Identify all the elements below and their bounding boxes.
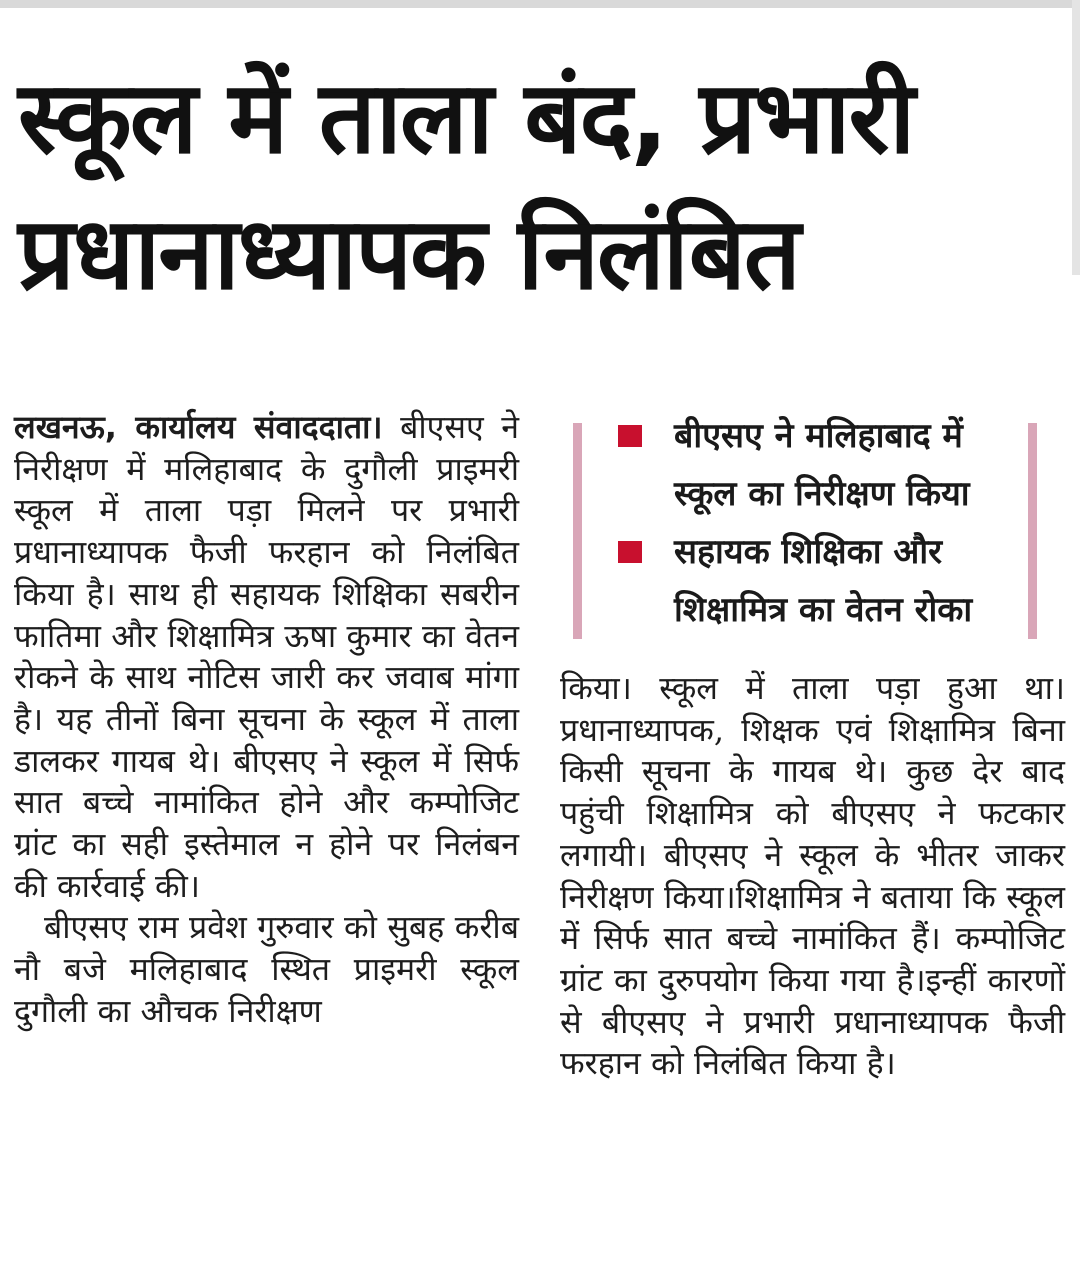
- article-column-right: [560, 668, 1065, 1085]
- left-bracket: [573, 423, 582, 639]
- highlight-item: [618, 523, 1028, 639]
- highlight-box: [563, 405, 1045, 660]
- article-lead: [14, 407, 519, 907]
- highlight-list: [618, 407, 1028, 639]
- highlight-item: [618, 407, 1028, 523]
- red-square-bullet-icon: [618, 541, 642, 563]
- headline: स्कूल में ताला बंद, प्रभारी प्रधानाध्यापक निलंबित: [18, 59, 914, 312]
- scroll-indicator: [1072, 0, 1080, 275]
- paragraph-2: बीएसए राम प्रवेश गुरुवार को सुबह करीब नौ बजे मलिहाबाद स्थित प्राइमरी स्कूल दुगौली का औचक निरीक्षण: [14, 908, 519, 1030]
- paragraph-1: बीएसए ने निरीक्षण में मलिहाबाद के दुगौली प्राइमरी स्कूल में ताला पड़ा मिलने पर प्रभारी प्रधानाध्यापक फैजी फरहान को निलंबित किया है। साथ ही सहायक शिक्षिका सबरीन फातिमा और शिक्षामित्र ऊषा कुमार का वेतन रोकने के साथ नोटिस जारी कर जवाब मांगा है। यह तीनों बिना सूचना के स्कूल में ताला डालकर गायब थे। बीएसए ने स्कूल में सिर्फ सात बच्चे नामांकित होने और कम्पोजिट ग्रांट का सही इस्तेमाल न होने पर निलंबन की कार्रवाई की।: [14, 408, 519, 905]
- highlight-text: सहायक शिक्षिका और शिक्षामित्र का वेतन रोका: [674, 532, 973, 630]
- red-square-bullet-icon: [618, 425, 642, 447]
- article-column-left: [14, 407, 519, 1033]
- dateline: लखनऊ, कार्यालय संवाददाता।: [14, 408, 383, 446]
- top-edge: [0, 0, 1080, 8]
- right-bracket: [1028, 423, 1037, 639]
- highlight-text: बीएसए ने मलिहाबाद में स्कूल का निरीक्षण किया: [674, 416, 970, 514]
- paragraph-3: किया। स्कूल में ताला पड़ा हुआ था। प्रधानाध्यापक, शिक्षक एवं शिक्षामित्र बिना किसी सूचना के गायब थे। कुछ देर बाद पहुंची शिक्षामित्र को बीएसए ने फटकार लगायी। बीएसए ने स्कूल के भीतर जाकर निरीक्षण किया।शिक्षामित्र ने बताया कि स्कूल में सिर्फ सात बच्चे नामांकित हैं। कम्पोजिट ग्रांट का दुरुपयोग किया गया है।इन्हीं कारणों से बीएसए ने प्रभारी प्रधानाध्यापक फैजी फरहान को निलंबित किया है।: [560, 669, 1065, 1083]
